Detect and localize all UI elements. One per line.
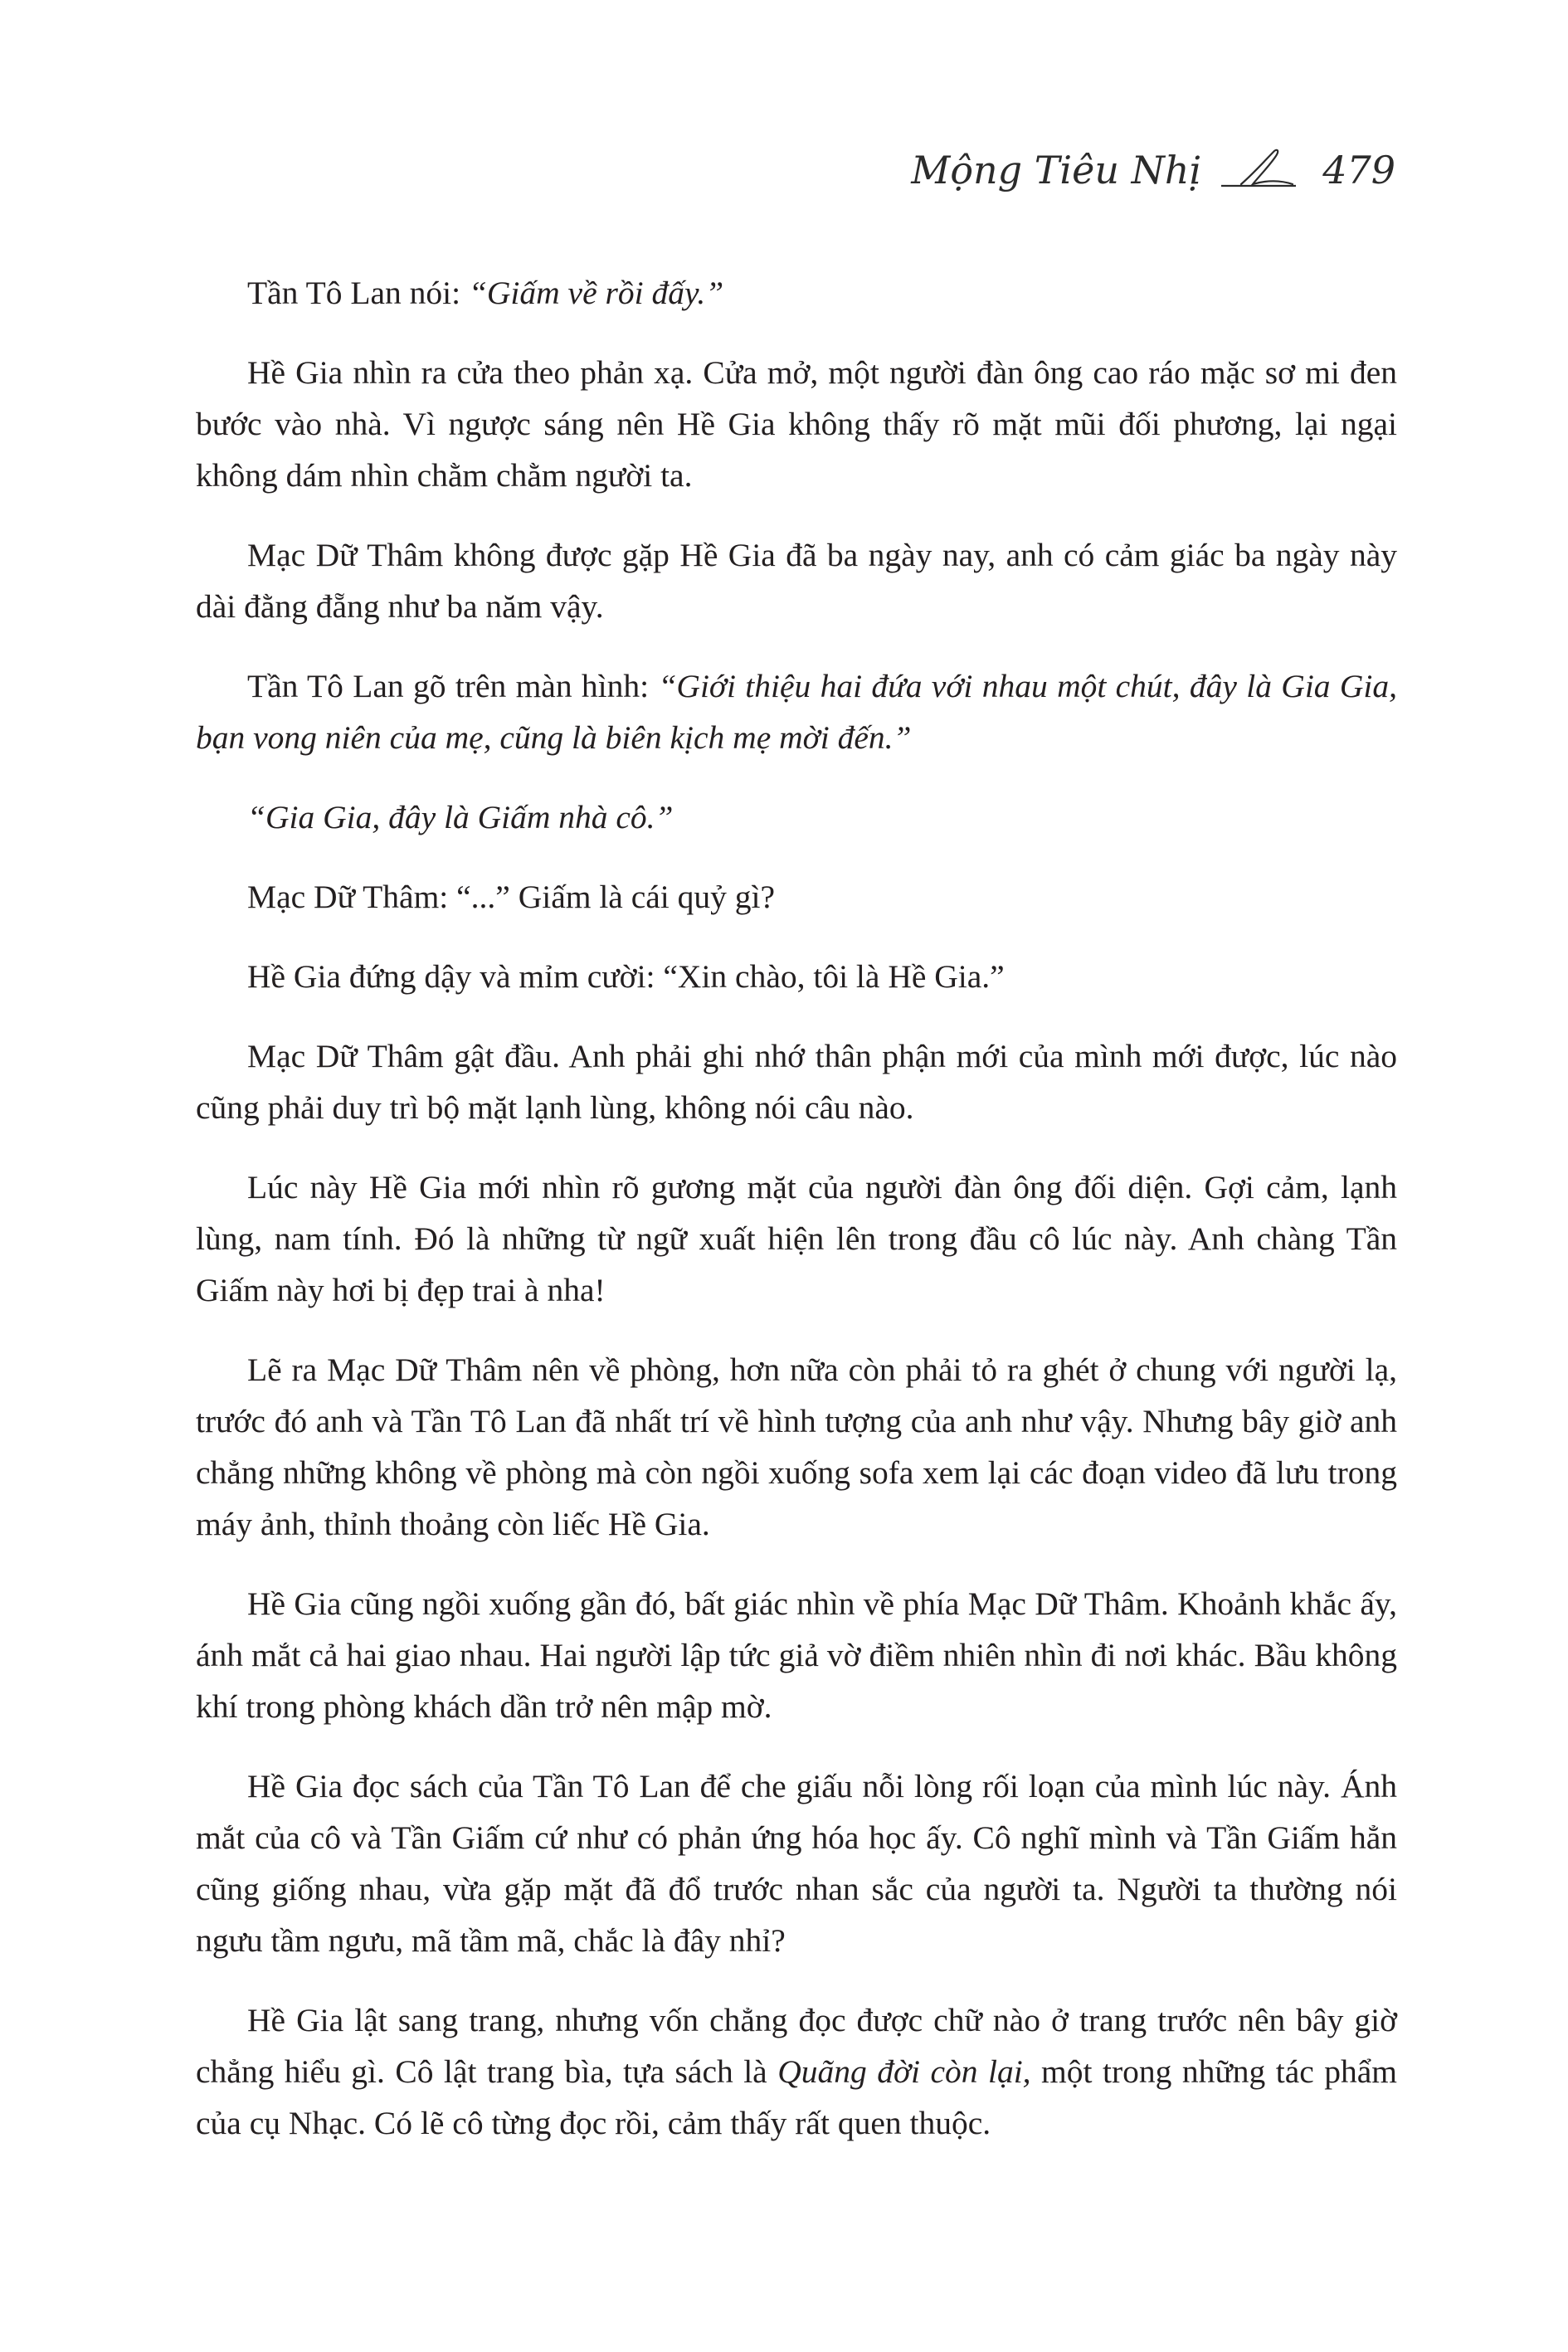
italic-dialogue: “Giấm về rồi đấy.”: [468, 275, 724, 311]
paragraph: Mạc Dữ Thâm gật đầu. Anh phải ghi nhớ thân phận mới của mình mới được, lúc nào cũng phải duy trì bộ mặt lạnh lùng, không nói câu nào.: [196, 1038, 1397, 1126]
narration: Tần Tô Lan gõ trên màn hình:: [247, 668, 659, 704]
page-number: 479: [1322, 148, 1395, 192]
running-header: [911, 148, 1395, 192]
paragraph: Lúc này Hề Gia mới nhìn rõ gương mặt của người đàn ông đối diện. Gợi cảm, lạnh lùng, nam tính. Đó là những từ ngữ xuất hiện lên trong đầu cô lúc này. Anh chàng Tần Giấm này hơi bị đẹp trai à nha!: [196, 1169, 1397, 1308]
pen-flourish-icon: [1216, 148, 1307, 189]
paragraph: [196, 267, 1397, 319]
italic-dialogue: “Gia Gia, đây là Giấm nhà cô.”: [247, 799, 674, 835]
paragraph: Hề Gia cũng ngồi xuống gần đó, bất giác nhìn về phía Mạc Dữ Thâm. Khoảnh khắc ấy, ánh mắt cả hai giao nhau. Hai người lập tức giả vờ điềm nhiên nhìn đi nơi khác. Bầu không khí trong phòng khách dần trở nên mập mờ.: [196, 1585, 1397, 1725]
paragraph: [196, 1994, 1397, 2149]
paragraph: [196, 660, 1397, 763]
narration: Hề Gia lật sang trang, nhưng vốn chẳng đọc được chữ nào ở trang trước nên bây giờ chẳng hiểu gì. Cô lật trang bìa, tựa sách là: [196, 2002, 1397, 2090]
paragraph: Mạc Dữ Thâm: “...” Giấm là cái quỷ gì?: [247, 879, 776, 915]
narration: một trong những tác phẩm của cụ Nhạc. Có lẽ cô từng đọc rồi, cảm thấy rất quen thuộc.: [196, 2053, 1397, 2141]
italic-dialogue: “Giới thiệu hai đứa với nhau một chút, đây là Gia Gia, bạn vong niên của mẹ, cũng là biên kịch mẹ mời đến.”: [196, 668, 1398, 756]
paragraph: Mạc Dữ Thâm không được gặp Hề Gia đã ba ngày nay, anh có cảm giác ba ngày này dài đằng đẵng như ba năm vậy.: [196, 537, 1397, 625]
paragraph: Hề Gia đứng dậy và mỉm cười: “Xin chào, tôi là Hề Gia.”: [247, 958, 1005, 995]
book-title-italic: Quãng đời còn lại,: [777, 2053, 1031, 2090]
paragraph: [196, 791, 1397, 843]
chapter-body: [196, 267, 1397, 2177]
narration: Tần Tô Lan nói:: [247, 275, 469, 311]
book-title: Mộng Tiêu Nhị: [911, 148, 1202, 192]
paragraph: Lẽ ra Mạc Dữ Thâm nên về phòng, hơn nữa còn phải tỏ ra ghét ở chung với người lạ, trước đó anh và Tần Tô Lan đã nhất trí về hình tượng của anh như vậy. Nhưng bây giờ anh chẳng những không về phòng mà còn ngồi xuống sofa xem lại các đoạn video đã lưu trong máy ảnh, thỉnh thoảng còn liếc Hề Gia.: [196, 1351, 1397, 1542]
paragraph: Hề Gia nhìn ra cửa theo phản xạ. Cửa mở, một người đàn ông cao ráo mặc sơ mi đen bước vào nhà. Vì ngược sáng nên Hề Gia không thấy rõ mặt mũi đối phương, lại ngại không dám nhìn chằm chằm người ta.: [196, 354, 1397, 494]
paragraph: Hề Gia đọc sách của Tần Tô Lan để che giấu nỗi lòng rối loạn của mình lúc này. Ánh mắt của cô và Tần Giấm cứ như có phản ứng hóa học ấy. Cô nghĩ mình và Tần Giấm hẳn cũng giống nhau, vừa gặp mặt đã đổ trước nhan sắc của người ta. Người ta thường nói ngưu tầm ngưu, mã tầm mã, chắc là đây nhỉ?: [196, 1768, 1397, 1959]
